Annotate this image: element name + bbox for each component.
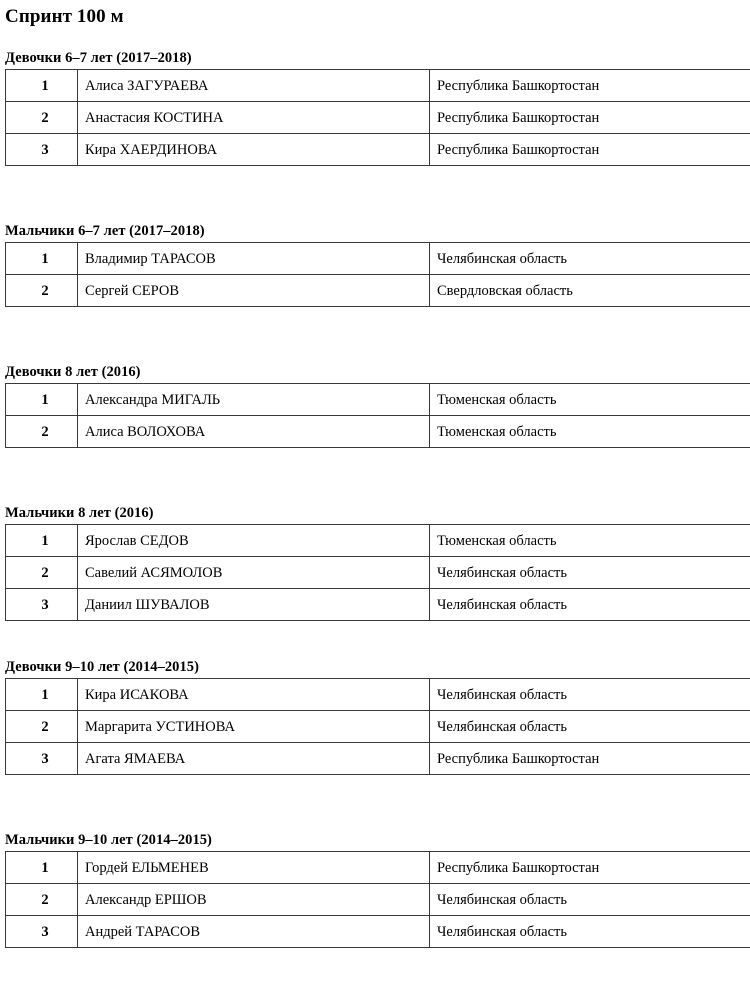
athlete-name-cell: Маргарита УСТИНОВА [78,711,430,743]
table-row [6,852,750,884]
table-row [6,416,750,448]
region-cell: Челябинская область [430,679,750,711]
region-cell: Челябинская область [430,711,750,743]
results-section [0,50,750,166]
place-cell: 3 [6,743,78,775]
table-row [6,384,750,416]
place-cell: 3 [6,134,78,166]
place-cell: 1 [6,852,78,884]
place-cell: 3 [6,589,78,621]
athlete-name-cell: Гордей ЕЛЬМЕНЕВ [78,852,430,884]
athlete-name-cell: Даниил ШУВАЛОВ [78,589,430,621]
region-cell: Челябинская область [430,884,750,916]
table-row [6,679,750,711]
results-section [0,659,750,775]
athlete-name-cell: Савелий АСЯМОЛОВ [78,557,430,589]
section-spacer [0,166,750,223]
athlete-name-cell: Алиса ВОЛОХОВА [78,416,430,448]
table-row [6,70,750,102]
place-cell: 2 [6,416,78,448]
section-heading: Девочки 8 лет (2016) [5,364,141,380]
region-cell: Республика Башкортостан [430,852,750,884]
section-spacer [0,621,750,659]
place-cell: 2 [6,557,78,589]
section-spacer [0,307,750,364]
athlete-name-cell: Владимир ТАРАСОВ [78,243,430,275]
table-row [6,243,750,275]
athlete-name-cell: Ярослав СЕДОВ [78,525,430,557]
region-cell: Тюменская область [430,384,750,416]
results-table [5,678,750,775]
place-cell: 2 [6,102,78,134]
athlete-name-cell: Кира ИСАКОВА [78,679,430,711]
place-cell: 3 [6,916,78,948]
region-cell: Челябинская область [430,243,750,275]
athlete-name-cell: Алиса ЗАГУРАЕВА [78,70,430,102]
athlete-name-cell: Александр ЕРШОВ [78,884,430,916]
athlete-name-cell: Сергей СЕРОВ [78,275,430,307]
place-cell: 1 [6,384,78,416]
region-cell: Республика Башкортостан [430,70,750,102]
athlete-name-cell: Агата ЯМАЕВА [78,743,430,775]
page-title: Спринт 100 м [5,6,124,27]
section-heading: Девочки 6–7 лет (2017–2018) [5,50,192,66]
results-table [5,524,750,621]
region-cell: Челябинская область [430,916,750,948]
place-cell: 2 [6,884,78,916]
region-cell: Республика Башкортостан [430,102,750,134]
results-table [5,383,750,448]
results-section [0,505,750,621]
results-table [5,69,750,166]
table-row [6,525,750,557]
place-cell: 1 [6,70,78,102]
region-cell: Тюменская область [430,416,750,448]
results-section [0,364,750,448]
table-row [6,916,750,948]
results-sections [0,50,750,948]
section-spacer [0,775,750,832]
region-cell: Республика Башкортостан [430,743,750,775]
region-cell: Челябинская область [430,557,750,589]
region-cell: Свердловская область [430,275,750,307]
athlete-name-cell: Анастасия КОСТИНА [78,102,430,134]
place-cell: 1 [6,243,78,275]
region-cell: Челябинская область [430,589,750,621]
place-cell: 2 [6,275,78,307]
athlete-name-cell: Кира ХАЕРДИНОВА [78,134,430,166]
table-row [6,743,750,775]
place-cell: 1 [6,679,78,711]
section-spacer [0,448,750,505]
place-cell: 2 [6,711,78,743]
table-row [6,275,750,307]
results-table [5,851,750,948]
table-row [6,102,750,134]
region-cell: Республика Башкортостан [430,134,750,166]
athlete-name-cell: Андрей ТАРАСОВ [78,916,430,948]
place-cell: 1 [6,525,78,557]
section-heading: Мальчики 6–7 лет (2017–2018) [5,223,205,239]
table-row [6,134,750,166]
region-cell: Тюменская область [430,525,750,557]
table-row [6,589,750,621]
section-heading: Мальчики 9–10 лет (2014–2015) [5,832,212,848]
table-row [6,557,750,589]
table-row [6,884,750,916]
results-table [5,242,750,307]
section-heading: Мальчики 8 лет (2016) [5,505,154,521]
results-section [0,223,750,307]
results-section [0,832,750,948]
section-heading: Девочки 9–10 лет (2014–2015) [5,659,199,675]
table-row [6,711,750,743]
athlete-name-cell: Александра МИГАЛЬ [78,384,430,416]
title-spacer [0,28,750,50]
